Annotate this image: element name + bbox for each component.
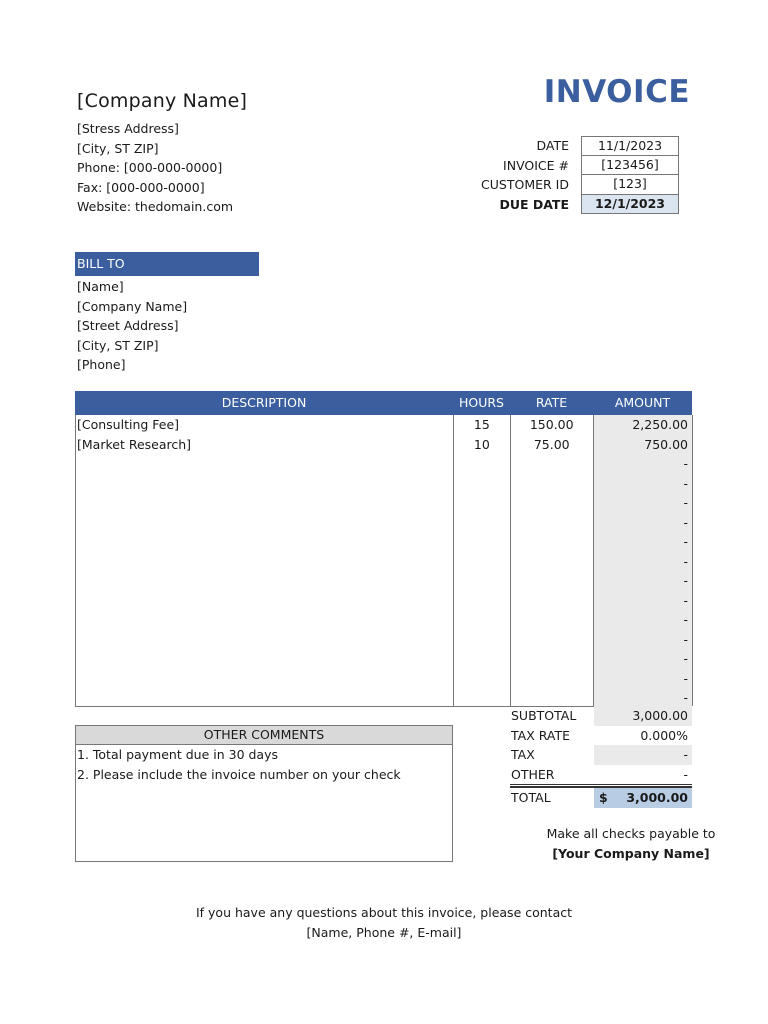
- table-row[interactable]: [76, 649, 692, 669]
- item-rate[interactable]: [510, 571, 593, 591]
- column-header-hours: HOURS: [458, 395, 504, 410]
- meta-invoice-number-row: [480, 156, 679, 176]
- comment-line: 1. Total payment due in 30 days: [77, 747, 278, 762]
- item-rate[interactable]: [510, 493, 593, 513]
- customer-id-field[interactable]: [123]: [581, 175, 679, 195]
- table-row[interactable]: [76, 630, 692, 650]
- currency-symbol: $: [599, 790, 608, 805]
- meta-label: CUSTOMER ID: [481, 177, 569, 193]
- item-description[interactable]: [76, 454, 453, 474]
- item-description[interactable]: [76, 688, 453, 708]
- company-address-block: [77, 119, 233, 217]
- item-amount: -: [683, 690, 688, 705]
- item-hours[interactable]: [453, 649, 510, 669]
- item-rate[interactable]: [510, 591, 593, 611]
- item-amount: -: [683, 631, 688, 647]
- tax-rate-field[interactable]: 0.000%: [640, 727, 688, 743]
- item-hours[interactable]: 10: [473, 436, 490, 452]
- other-field[interactable]: -: [683, 766, 688, 782]
- table-row[interactable]: [76, 571, 692, 591]
- item-hours[interactable]: [453, 532, 510, 552]
- subtotal-row: [510, 706, 692, 726]
- item-amount: -: [683, 514, 688, 530]
- item-amount: -: [683, 651, 688, 666]
- invoice-title: INVOICE: [543, 74, 690, 110]
- table-row[interactable]: [76, 493, 692, 513]
- tax-label: TAX: [511, 747, 535, 762]
- payable-company: [Your Company Name]: [552, 846, 710, 861]
- item-hours[interactable]: [453, 513, 510, 533]
- table-row[interactable]: [76, 688, 692, 708]
- total-label: TOTAL: [511, 790, 551, 805]
- item-hours[interactable]: [453, 630, 510, 650]
- item-hours[interactable]: [453, 552, 510, 572]
- date-field[interactable]: 11/1/2023: [581, 136, 679, 156]
- item-hours[interactable]: [453, 610, 510, 630]
- bill-to-company: [Company Name]: [77, 298, 188, 314]
- item-description[interactable]: [76, 474, 453, 494]
- item-description[interactable]: [Consulting Fee]: [77, 417, 180, 432]
- item-hours[interactable]: [453, 474, 510, 494]
- item-hours[interactable]: [453, 688, 510, 708]
- item-rate[interactable]: [510, 513, 593, 533]
- item-hours[interactable]: [453, 571, 510, 591]
- item-rate[interactable]: [510, 454, 593, 474]
- table-row[interactable]: [76, 591, 692, 611]
- other-comments-body[interactable]: [76, 745, 452, 784]
- item-rate[interactable]: [510, 630, 593, 650]
- meta-label: DATE: [536, 138, 569, 154]
- meta-label: INVOICE #: [503, 157, 569, 173]
- footer-line: If you have any questions about this invoice, please contact: [195, 905, 573, 920]
- item-amount: -: [683, 495, 688, 510]
- company-website: Website: thedomain.com: [77, 199, 234, 214]
- column-header-rate: RATE: [535, 395, 568, 410]
- table-row[interactable]: [76, 415, 692, 435]
- column-header-description: DESCRIPTION: [221, 395, 307, 410]
- item-rate[interactable]: [510, 669, 593, 689]
- column-header-amount: AMOUNT: [614, 395, 671, 410]
- subtotal-value: 3,000.00: [594, 706, 692, 726]
- subtotal-label: SUBTOTAL: [511, 708, 577, 723]
- company-fax: Fax: [000-000-0000]: [77, 179, 205, 195]
- other-comments-heading: OTHER COMMENTS: [76, 726, 452, 745]
- meta-customer-id-row: [480, 175, 679, 195]
- bill-to-name: [Name]: [77, 279, 124, 294]
- bill-to-street: [Street Address]: [77, 318, 179, 333]
- item-rate[interactable]: [510, 474, 593, 494]
- item-description[interactable]: [76, 513, 453, 533]
- item-rate[interactable]: [510, 649, 593, 669]
- invoice-meta-table: [480, 136, 679, 214]
- table-row[interactable]: [76, 435, 692, 455]
- item-amount: -: [683, 553, 688, 569]
- item-description[interactable]: [76, 669, 453, 689]
- item-description[interactable]: [76, 591, 453, 611]
- item-amount: -: [683, 612, 688, 627]
- other-row: [510, 765, 692, 786]
- item-description[interactable]: [76, 610, 453, 630]
- comment-line: 2. Please include the invoice number on your check: [77, 766, 401, 782]
- company-city: [City, ST ZIP]: [77, 140, 159, 156]
- line-items-body: [75, 415, 692, 707]
- table-row[interactable]: [76, 552, 692, 572]
- table-row[interactable]: [76, 669, 692, 689]
- item-rate[interactable]: 75.00: [533, 436, 570, 452]
- item-description[interactable]: [76, 552, 453, 572]
- item-rate[interactable]: [510, 688, 593, 708]
- table-row[interactable]: [76, 610, 692, 630]
- company-name: [Company Name]: [77, 90, 248, 112]
- tax-rate-label: TAX RATE: [511, 727, 571, 743]
- footer-contact: [0, 903, 768, 943]
- tax-row: [510, 745, 692, 765]
- item-description[interactable]: [76, 630, 453, 650]
- invoice-number-field[interactable]: [123456]: [581, 156, 679, 176]
- bill-to-block: [77, 277, 187, 375]
- tax-rate-row: [510, 726, 692, 746]
- item-description[interactable]: [76, 649, 453, 669]
- item-rate[interactable]: [510, 610, 593, 630]
- table-row[interactable]: [76, 454, 692, 474]
- other-comments-box: [75, 725, 453, 862]
- line-items-header: [75, 391, 692, 415]
- table-row[interactable]: [76, 513, 692, 533]
- company-street: [Stress Address]: [77, 121, 179, 136]
- meta-date-row: [480, 136, 679, 156]
- totals-block: [510, 706, 692, 808]
- item-description[interactable]: [76, 571, 453, 591]
- item-hours[interactable]: [453, 669, 510, 689]
- table-row[interactable]: [76, 474, 692, 494]
- column-divider: [692, 415, 693, 706]
- footer-contact-details: [Name, Phone #, E-mail]: [306, 925, 462, 940]
- meta-label: DUE DATE: [499, 196, 569, 212]
- table-row[interactable]: [76, 532, 692, 552]
- total-value: [594, 788, 692, 808]
- tax-value: -: [594, 745, 692, 765]
- bill-to-phone: [Phone]: [77, 357, 126, 372]
- company-phone: Phone: [000-000-0000]: [77, 160, 223, 175]
- item-amount: -: [683, 670, 688, 686]
- item-hours[interactable]: 15: [473, 417, 490, 432]
- item-hours[interactable]: [453, 454, 510, 474]
- item-rate[interactable]: [510, 532, 593, 552]
- meta-due-date-row: [480, 195, 679, 215]
- bill-to-heading: BILL TO: [75, 252, 259, 276]
- payable-line: Make all checks payable to: [546, 826, 716, 841]
- item-description[interactable]: [76, 532, 453, 552]
- item-amount: -: [683, 592, 688, 608]
- item-hours[interactable]: [453, 591, 510, 611]
- item-amount: -: [683, 456, 688, 471]
- item-amount: -: [683, 475, 688, 491]
- payable-note: [510, 824, 752, 864]
- total-row: [510, 786, 692, 808]
- other-label: OTHER: [511, 766, 555, 782]
- item-amount: -: [683, 573, 688, 588]
- item-description[interactable]: [76, 493, 453, 513]
- total-amount: 3,000.00: [626, 790, 688, 805]
- due-date-field[interactable]: 12/1/2023: [581, 195, 679, 215]
- item-hours[interactable]: [453, 493, 510, 513]
- item-rate[interactable]: 150.00: [529, 417, 574, 432]
- line-items-table: [75, 391, 692, 707]
- item-amount: -: [683, 534, 688, 549]
- item-rate[interactable]: [510, 552, 593, 572]
- bill-to-city: [City, ST ZIP]: [77, 337, 159, 353]
- item-description[interactable]: [Market Research]: [77, 436, 192, 452]
- item-amount: 2,250.00: [632, 417, 688, 432]
- item-amount: 750.00: [644, 436, 688, 452]
